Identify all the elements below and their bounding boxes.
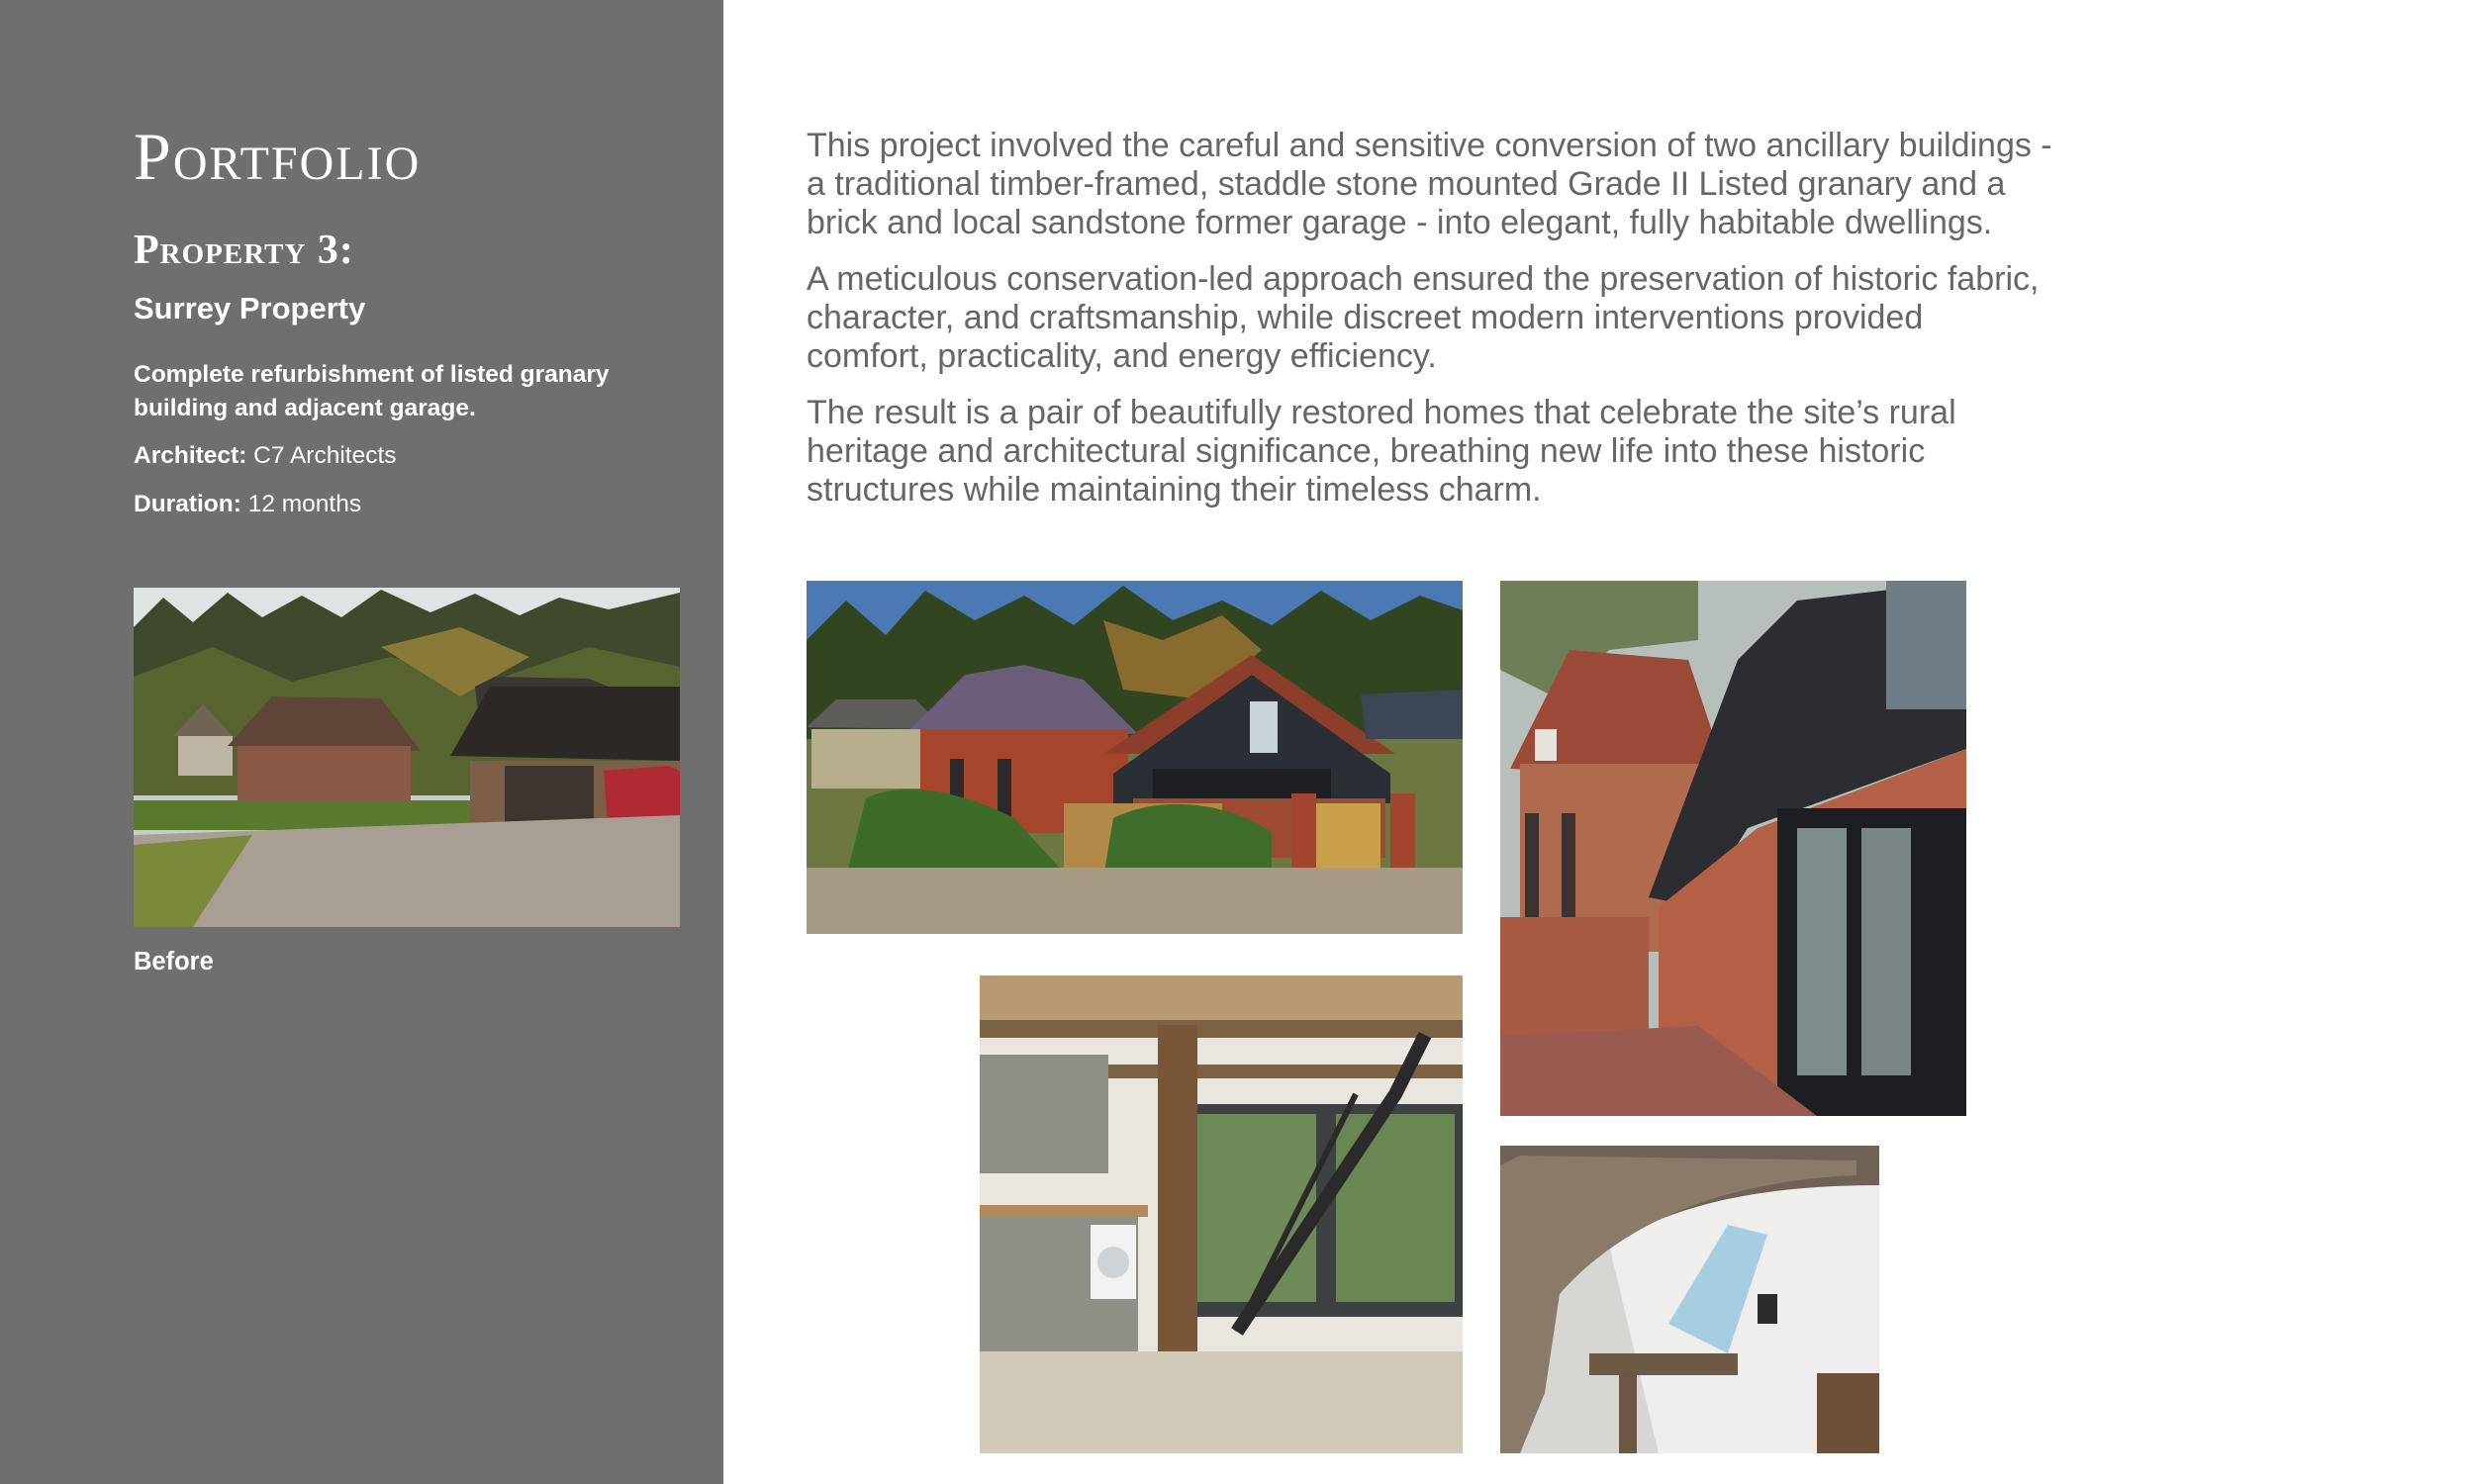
property-name: Surrey Property	[134, 291, 366, 325]
project-description	[807, 127, 2053, 527]
duration-value: 12 months	[247, 491, 362, 517]
interior-after-photo	[980, 975, 1463, 1453]
before-caption: Before	[134, 948, 214, 975]
property-title: Property 3:	[134, 228, 354, 273]
beam-detail-photo	[1500, 1146, 1879, 1453]
architect-value: C7 Architects	[253, 442, 397, 469]
page-heading: Portfolio	[134, 119, 422, 194]
paragraph-1: This project involved the careful and sensitive conversion of two ancillary buildings - a traditional timber-framed, staddle stone mounted Grade II Listed granary and a brick and local sandstone former garage - into elegant, fully habitable dwellings.	[807, 127, 2052, 241]
closeup-after-photo	[1500, 581, 1966, 1116]
property-description: Complete refurbishment of listed granary building and adjacent garage.	[134, 361, 610, 421]
paragraph-2: A meticulous conservation-led approach ensured the preservation of historic fabric, character, and craftsmanship, while discreet modern interventions provided comfort, practicality, and energy efficiency.	[807, 260, 2040, 375]
duration-label: Duration:	[134, 491, 241, 517]
sidebar	[0, 0, 723, 1484]
architect-label: Architect:	[134, 442, 247, 469]
exterior-after-photo	[807, 581, 1463, 934]
before-photo	[134, 588, 680, 927]
paragraph-3: The result is a pair of beautifully restored homes that celebrate the site’s rural heritage and architectural significance, breathing new life into these historic structures while maintaining their timeless charm.	[807, 394, 1956, 509]
architect-line	[134, 439, 397, 473]
duration-line	[134, 488, 361, 521]
